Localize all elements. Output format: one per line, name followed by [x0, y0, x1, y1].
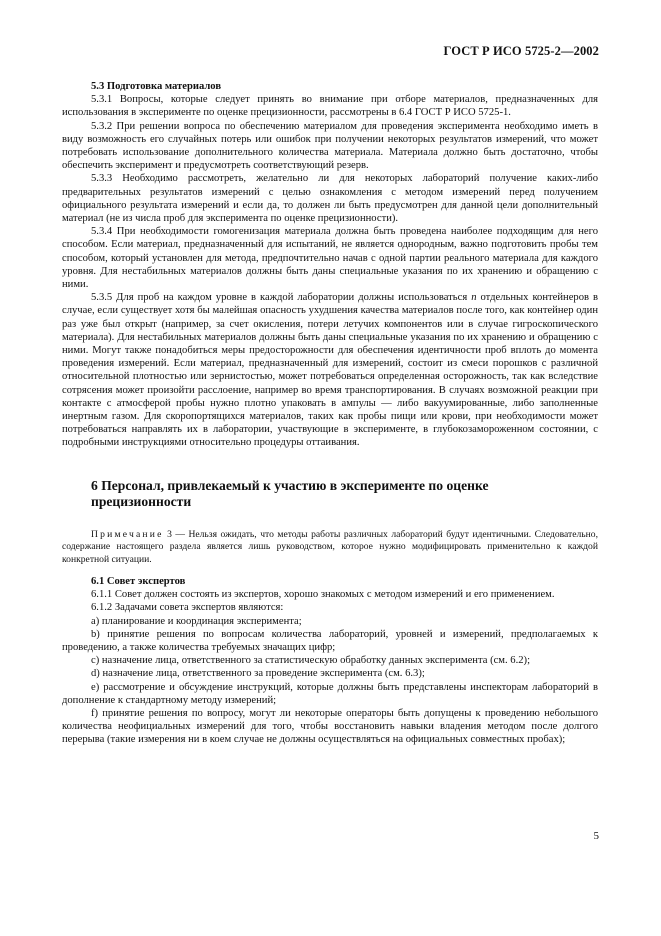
page-number: 5 [593, 830, 599, 842]
paragraph-5-3-1: 5.3.1 Вопросы, которые следует принять во внимание при отборе материалов, предназначенных для использования в эксперименте по оценке прецизионности, рассмотрены в 6.4 ГОСТ Р ИСО 5725-1. [62, 94, 598, 119]
note-3 [62, 529, 598, 566]
paragraph-5-3-5 [62, 291, 598, 449]
variable-n: n [471, 292, 477, 304]
standard-header: ГОСТ Р ИСО 5725-2—2002 [443, 44, 599, 58]
list-item-d: d) назначение лица, ответственного за проведение эксперимента (см. 6.3); [91, 668, 425, 680]
paragraph-5-3-5-start: 5.3.5 Для проб на каждом уровне в каждой лаборатории должны использоваться [91, 292, 472, 304]
note-label: Примечание [91, 528, 164, 540]
section-6-heading: 6 Персонал, привлекаемый к участию в эксперименте по оценке прецизионности [91, 477, 489, 509]
paragraph-6-1-2: 6.1.2 Задачами совета экспертов являются: [91, 602, 284, 614]
list-item-a: a) планирование и координация эксперимента; [91, 615, 302, 627]
section-6-1-heading: 6.1 Совет экспертов [91, 575, 186, 587]
paragraph-5-3-2: 5.3.2 При решении вопроса по обеспечению материалом для проведения эксперимента необходимо иметь в виду возможность его случайных потерь или ошибок при получении некоторых результатов измерений, что может потребовать использование дополнительного количества материала. Материала должно быть достаточно, чтобы обеспечить эксперимент и предусмотреть соответствующий резерв. [62, 120, 598, 172]
list-item-f: f) принятие решения по вопросу, могут ли некоторые операторы быть допущены к проведению небольшого количества неофициальных измерений для того, чтобы восстановить навыки владения методом после долгого перерыва (такие измерения ни в коем случае не должны осуществляться на официальных совместных пробах); [62, 707, 598, 746]
paragraph-5-3-5-rest: отдельных контейнеров в случае, если существует хотя бы малейшая опасность ухудшения качества материалов после того, как контейнер один раз уже был открыт (например, за счет окисления, потери летучих компонентов или в случае гигроскопического материала). Для нестабильных материалов должны быть даны специальные указания по их хранению и обращению с ними. Могут также понадобиться меры предосторожности для обеспечения идентичности проб вплоть до момента проведения измерений. Если материал, предназначенный для измерений, состоит из смеси порошков с различной относительной плотностью или зернистостью, может потребоваться определенная осторожность, так как вследствие сотрясения может произойти расслоение, например во время транспортирования. В случаях возможной реакции при контакте с атмосферой пробы нужно плотно упаковать в ампулы — либо вакуумированные, либо заполненные инертным газом. Для скоропортящихся материалов, таких как пробы пищи или крови, при необходимости может потребоваться направлять их в лаборатории, участвующие в эксперименте, в глубокозамороженном состоянии, с подробными инструкциями относительно процедуры оттаивания. [62, 292, 598, 449]
list-item-c: c) назначение лица, ответственного за статистическую обработку данных эксперимента (см. 6.2); [91, 655, 531, 667]
note-text: 3 — Нельзя ожидать, что методы работы различных лабораторий будут идентичными. Следовательно, содержание настоящего раздела является лишь руководством, которое нужно модифицировать применительно к каждой конкретной ситуации. [62, 528, 598, 565]
paragraph-6-1-1: 6.1.1 Совет должен состоять из экспертов, хорошо знакомых с методом измерений и его применением. [91, 589, 555, 601]
paragraph-5-3-3: 5.3.3 Необходимо рассмотреть, желательно ли для некоторых лабораторий получение каких-либо предварительных результатов измерений с целью ознакомления с методом измерений перед получением официального результата измерений и если да, то должен ли быть предусмотрен для данной цели дополнительный материал (не из числа проб для эксперимента по оценке прецизионности). [62, 173, 598, 225]
page-body [62, 80, 598, 747]
paragraph-5-3-4: 5.3.4 При необходимости гомогенизация материала должна быть проведена наиболее подходящим для него способом. Если материал, предназначенный для испытаний, не является однородным, важно подготовить пробы тем способом, который установлен для метода, предпочтительно начав с одной партии реального материала для каждого уровня. Для нестабильных материалов должны быть даны специальные указания по их хранению и обращению с ними. [62, 226, 598, 291]
list-item-e: e) рассмотрение и обсуждение инструкций, которые должны быть представлены инспекторам лабораторий в дополнение к стандартному методу измерений; [62, 681, 598, 706]
list-item-b: b) принятие решения по вопросам количества лабораторий, уровней и измерений, предполагаемых к проведению, а также количества требуемых значащих цифр; [62, 628, 598, 653]
section-5-3-heading: 5.3 Подготовка материалов [91, 81, 222, 92]
